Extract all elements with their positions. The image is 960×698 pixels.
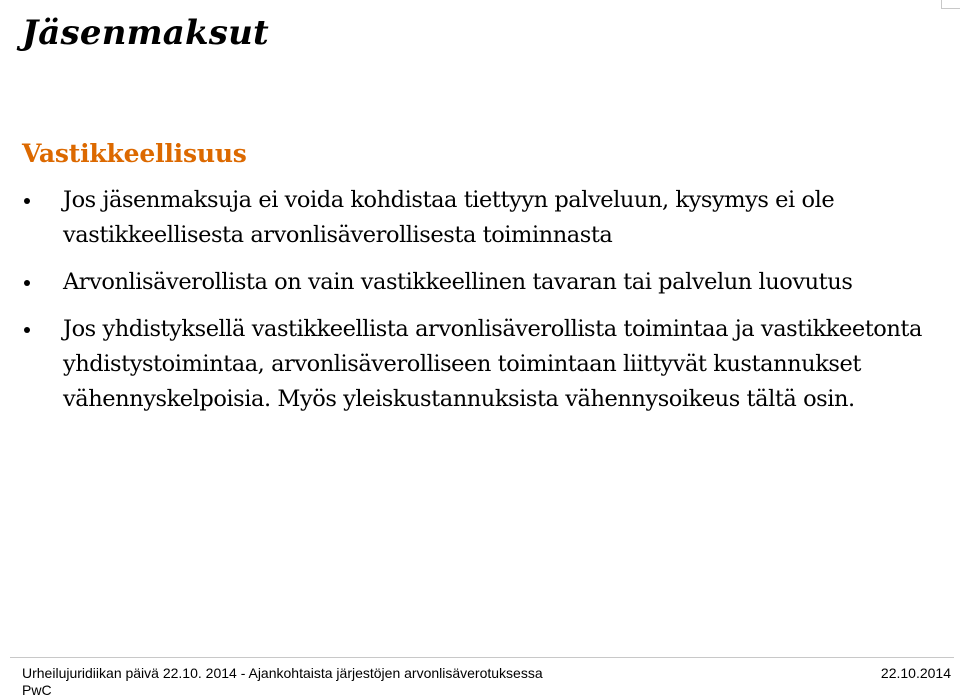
bullet-item (22, 312, 957, 417)
corner-decoration (941, 0, 960, 9)
bullet-dot-icon (24, 198, 30, 204)
bullet-dot-icon (24, 327, 30, 333)
bullet-item (22, 183, 957, 253)
footer-text: Urheilujuridiikan päivä 22.10. 2014 - Ajankohtaista järjestöjen arvonlisäverotuksessa (22, 665, 543, 681)
footer-brand: PwC (22, 682, 52, 698)
slide-title: Jäsenmaksut (22, 13, 269, 53)
bullet-text: Jos yhdistyksellä vastikkeellista arvonlisäverollista toimintaa ja vastikkeetonta yhdistystoimintaa, arvonlisäverolliseen toimintaan liittyvät kustannukset vähennyskelpoisia. Myös yleiskustannuksista vähennysoikeus tältä osin. (63, 316, 922, 412)
bullet-text: Arvonlisäverollista on vain vastikkeellinen tavaran tai palvelun luovutus (63, 269, 853, 295)
bullet-list (22, 183, 957, 429)
bullet-dot-icon (24, 280, 30, 286)
bullet-item (22, 265, 957, 300)
section-heading: Vastikkeellisuus (22, 139, 247, 168)
footer-divider (10, 657, 954, 658)
bullet-text: Jos jäsenmaksuja ei voida kohdistaa tiettyyn palveluun, kysymys ei ole vastikkeellisesta arvonlisäverollisesta toiminnasta (63, 187, 835, 248)
footer-date: 22.10.2014 (880, 665, 951, 681)
